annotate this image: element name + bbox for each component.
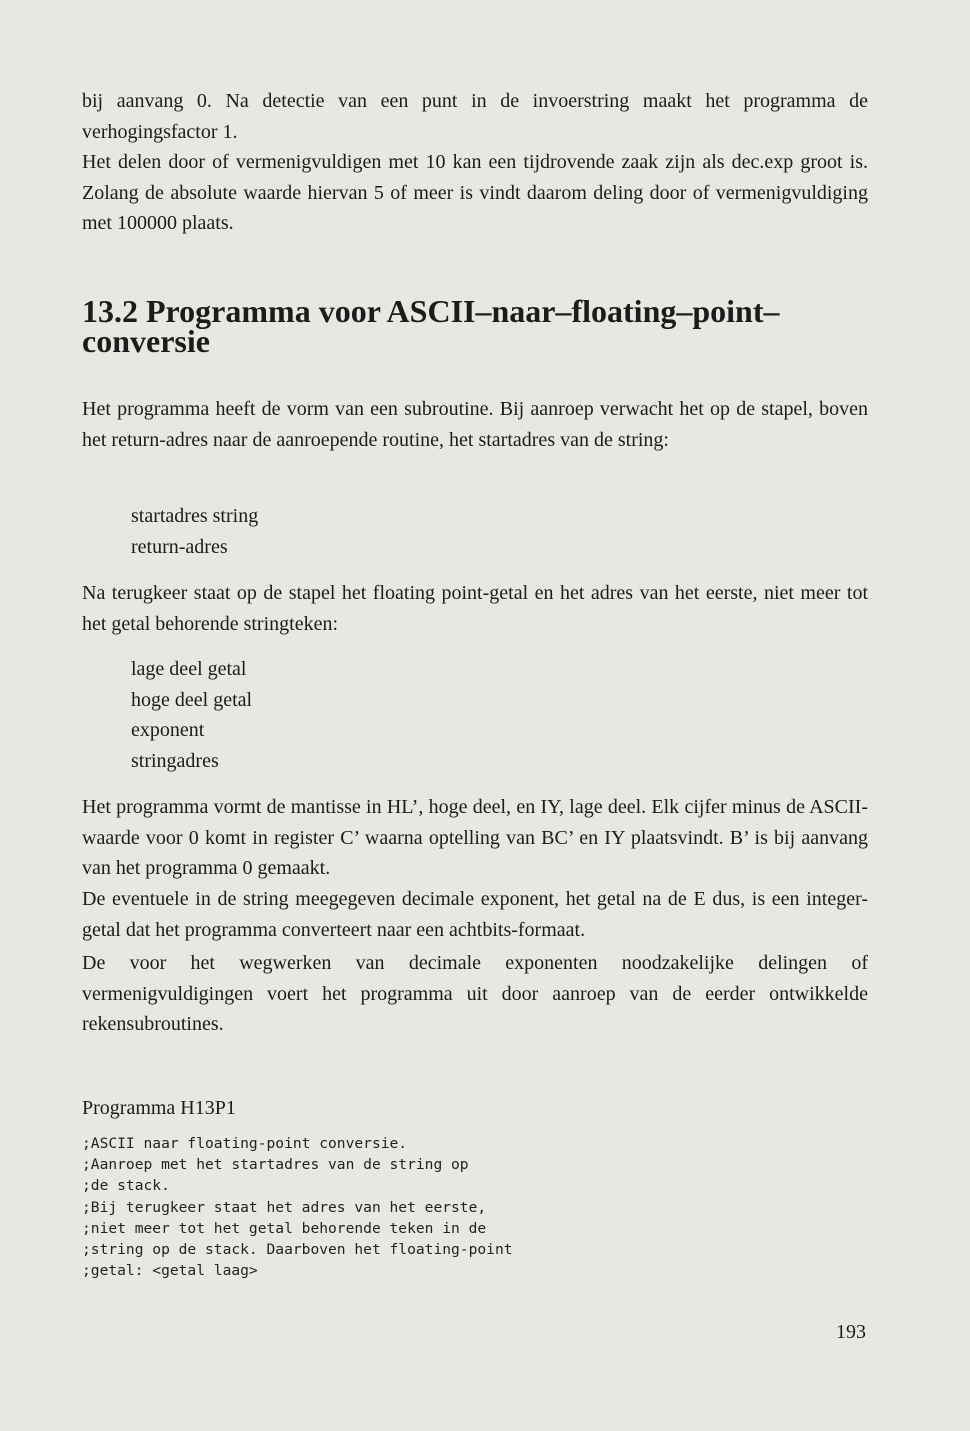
section-paragraph-2: Na terugkeer staat op de stapel het floating point-getal en het adres van het eerste, niet meer tot het getal behorende stringteken: (82, 582, 868, 635)
code-line: ;Bij terugkeer staat het adres van het eerste, (82, 1198, 487, 1216)
list-item: return-adres (131, 535, 228, 558)
code-line: ;ASCII naar floating-point conversie. (82, 1135, 408, 1152)
section-paragraph-5: De voor het wegwerken van decimale exponenten noodzakelijke delingen of vermenigvuldigingen voert het programma uit door aanroep van de eerder ontwikkelde rekensubroutines. (82, 952, 868, 1035)
list-item: exponent (131, 719, 205, 741)
page-number: 193 (836, 1321, 866, 1343)
code-listing (82, 1133, 513, 1281)
section-paragraph-4: De eventuele in de string meegegeven decimale exponent, het getal na de E dus, is een integer-getal dat het programma converteert naar een achtbits-formaat. (82, 888, 868, 941)
list-item: hoge deel getal (131, 688, 253, 711)
code-line: ;string op de stack. Daarboven het floating-point (82, 1241, 513, 1259)
program-caption: Programma H13P1 (82, 1097, 236, 1119)
list-item: lage deel getal (131, 658, 247, 680)
code-line: ;niet meer tot het getal behorende teken in de (82, 1219, 487, 1237)
section-paragraph-3: Het programma vormt de mantisse in HL’, hoge deel, en IY, lage deel. Elk cijfer minus de ASCII-waarde voor 0 komt in register C’ waarna optelling van BC’ en IY plaatsvindt. B’ is bij aanvang van het programma 0 gemaakt. (82, 796, 868, 879)
code-line: ;Aanroep met het startadres van de string op (82, 1156, 469, 1174)
stack-list-before (131, 501, 258, 562)
list-item: stringadres (131, 749, 219, 772)
code-line: ;de stack. (82, 1177, 170, 1195)
section-heading: 13.2 Programma voor ASCII–naar–floating–point– conversie (82, 293, 780, 359)
section-paragraph-1: Het programma heeft de vorm van een subroutine. Bij aanroep verwacht het op de stapel, boven het return-adres naar de aanroepende routine, het startadres van de string: (82, 398, 868, 451)
code-line: ;getal: <getal laag> (82, 1262, 258, 1280)
list-item: startadres string (131, 505, 259, 527)
intro-paragraph-1: bij aanvang 0. Na detectie van een punt in de invoerstring maakt het programma de verhogingsfactor 1. (82, 90, 868, 143)
stack-list-after (131, 654, 252, 776)
intro-paragraph-2: Het delen door of vermenigvuldigen met 10 kan een tijdrovende zaak zijn als dec.exp groot is. Zolang de absolute waarde hiervan 5 of meer is vindt daarom deling door of vermenigvuldiging met 100000 plaats. (82, 151, 868, 234)
